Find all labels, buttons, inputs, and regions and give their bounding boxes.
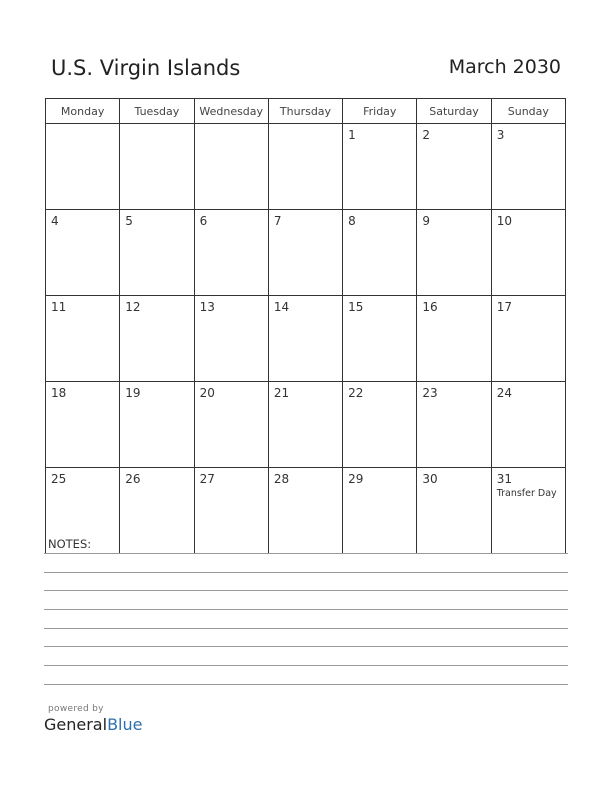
week-row bbox=[46, 124, 566, 210]
day-cell bbox=[194, 210, 268, 296]
weekday-wednesday: Wednesday bbox=[194, 99, 268, 124]
day-number: 4 bbox=[51, 214, 59, 228]
day-number: 20 bbox=[199, 386, 215, 400]
day-cell bbox=[417, 382, 491, 468]
notes-line bbox=[44, 553, 568, 554]
day-cell bbox=[491, 210, 565, 296]
week-row bbox=[46, 382, 566, 468]
day-number: 21 bbox=[273, 386, 290, 400]
day-number: 3 bbox=[496, 128, 505, 142]
generalblue-logo bbox=[44, 704, 142, 734]
day-cell bbox=[120, 296, 194, 382]
day-cell bbox=[343, 468, 417, 554]
day-cell bbox=[120, 124, 194, 210]
day-number: 30 bbox=[422, 472, 438, 486]
day-number: 7 bbox=[273, 214, 282, 228]
calendar-grid bbox=[45, 98, 566, 554]
day-cell bbox=[194, 296, 268, 382]
day-cell bbox=[417, 210, 491, 296]
day-cell bbox=[120, 382, 194, 468]
day-number: 25 bbox=[51, 472, 67, 486]
day-cell bbox=[268, 382, 342, 468]
day-number: 23 bbox=[422, 386, 438, 400]
day-number: 17 bbox=[496, 300, 512, 314]
calendar-title: U.S. Virgin Islands bbox=[51, 56, 241, 80]
day-cell bbox=[268, 124, 342, 210]
brand-name bbox=[44, 715, 142, 734]
day-cell bbox=[194, 124, 268, 210]
day-cell bbox=[417, 124, 491, 210]
month-year: March 2030 bbox=[448, 56, 561, 78]
weekday-header-row bbox=[46, 99, 566, 124]
day-cell bbox=[194, 468, 268, 554]
day-number: 14 bbox=[273, 300, 290, 314]
day-cell bbox=[46, 296, 120, 382]
notes-line bbox=[44, 665, 568, 666]
weekday-friday: Friday bbox=[343, 99, 417, 124]
weekday-saturday: Saturday bbox=[417, 99, 491, 124]
day-cell bbox=[343, 296, 417, 382]
day-cell bbox=[268, 296, 342, 382]
brand-blue: Blue bbox=[107, 715, 143, 734]
day-number: 28 bbox=[273, 472, 290, 486]
day-number: 11 bbox=[51, 300, 67, 314]
day-number: 29 bbox=[348, 472, 364, 486]
day-number: 6 bbox=[199, 214, 208, 228]
day-number: 26 bbox=[125, 472, 141, 486]
day-number: 24 bbox=[496, 386, 512, 400]
notes-line bbox=[44, 590, 568, 591]
notes-line bbox=[44, 646, 568, 647]
day-cell bbox=[46, 124, 120, 210]
day-cell bbox=[491, 382, 565, 468]
week-row bbox=[46, 296, 566, 382]
day-number: 16 bbox=[422, 300, 438, 314]
day-number: 31 bbox=[496, 472, 512, 486]
notes-line bbox=[44, 628, 568, 629]
weekday-monday: Monday bbox=[46, 99, 120, 124]
notes-line bbox=[44, 572, 568, 573]
day-cell bbox=[268, 210, 342, 296]
day-number: 18 bbox=[51, 386, 67, 400]
day-cell bbox=[46, 210, 120, 296]
day-number: 10 bbox=[496, 214, 512, 228]
day-cell bbox=[194, 382, 268, 468]
weekday-sunday: Sunday bbox=[491, 99, 565, 124]
holiday-label: Transfer Day bbox=[496, 488, 557, 499]
day-cell bbox=[343, 210, 417, 296]
day-cell bbox=[417, 468, 491, 554]
day-cell bbox=[268, 468, 342, 554]
day-number: 5 bbox=[125, 214, 133, 228]
day-number: 12 bbox=[125, 300, 141, 314]
day-number: 9 bbox=[422, 214, 431, 228]
day-number: 19 bbox=[125, 386, 141, 400]
day-number: 1 bbox=[348, 128, 356, 142]
powered-by-text: powered by bbox=[48, 704, 104, 714]
notes-line bbox=[44, 684, 568, 685]
day-cell bbox=[491, 124, 565, 210]
day-number: 15 bbox=[348, 300, 364, 314]
day-number: 22 bbox=[348, 386, 364, 400]
week-row bbox=[46, 468, 566, 554]
day-number: 8 bbox=[348, 214, 356, 228]
day-cell bbox=[343, 124, 417, 210]
day-cell bbox=[120, 210, 194, 296]
day-number: 27 bbox=[199, 472, 215, 486]
weekday-tuesday: Tuesday bbox=[120, 99, 194, 124]
day-number: 13 bbox=[199, 300, 215, 314]
day-cell bbox=[343, 382, 417, 468]
weekday-thursday: Thursday bbox=[268, 99, 342, 124]
notes-line bbox=[44, 609, 568, 610]
day-number: 2 bbox=[422, 128, 431, 142]
week-row bbox=[46, 210, 566, 296]
day-cell bbox=[491, 296, 565, 382]
brand-general: General bbox=[44, 715, 108, 734]
day-cell bbox=[46, 382, 120, 468]
notes-label: NOTES: bbox=[48, 537, 92, 551]
day-cell bbox=[491, 468, 565, 554]
day-cell bbox=[120, 468, 194, 554]
day-cell bbox=[417, 296, 491, 382]
